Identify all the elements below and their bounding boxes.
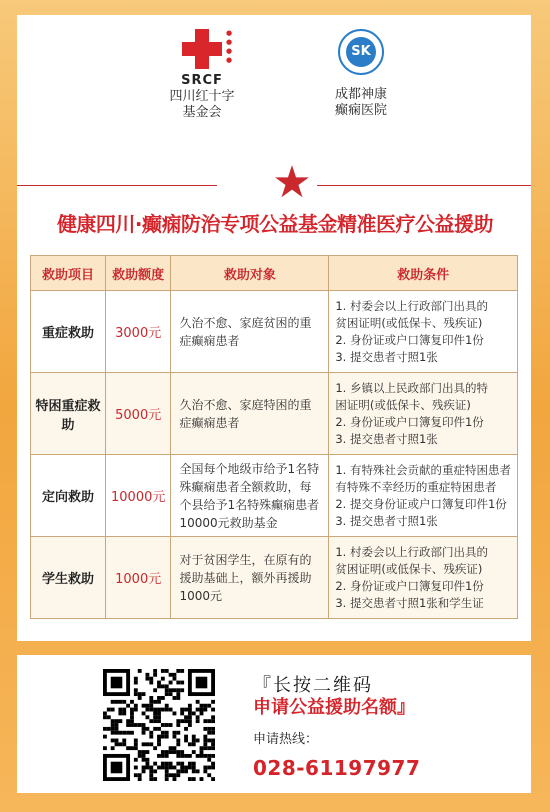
sk-badge-icon: SK [338, 29, 384, 75]
hotline-number[interactable]: 028-61197977 [253, 756, 421, 780]
condition-line: 3. 提交患者寸照1张和学生证 [335, 595, 484, 610]
srcf-name-line2: 基金会 [182, 105, 222, 120]
star-icon: ★ [272, 157, 312, 208]
header-amount: 救助额度 [105, 256, 171, 291]
row-project: 定向救助 [31, 455, 106, 537]
row-conditions [329, 455, 518, 537]
condition-line: 2. 身份证或户口簿复印件1份 [335, 414, 484, 429]
divider-right [317, 185, 531, 186]
aid-table [30, 255, 518, 619]
row-project: 重症救助 [31, 291, 106, 373]
contact-card [17, 655, 531, 793]
table-row [31, 537, 518, 619]
row-project: 特困重症救助 [31, 373, 106, 455]
condition-line: 贫困证明(或低保卡、残疾证) [335, 315, 483, 330]
condition-line: 3. 提交患者寸照1张 [335, 349, 438, 364]
table-row [31, 455, 518, 537]
row-target: 久治不愈、家庭贫困的重症癫痫患者 [171, 291, 329, 373]
qr-call-to-action-2: 申请公益援助名额』 [253, 697, 415, 718]
row-conditions [329, 373, 518, 455]
row-target: 对于贫困学生，在原有的援助基础上，额外再援助1000元 [171, 537, 329, 619]
qr-code-icon[interactable] [103, 669, 215, 781]
table-row [31, 291, 518, 373]
condition-line: 3. 提交患者寸照1张 [335, 431, 438, 446]
srcf-code: SRCF [181, 73, 223, 88]
row-amount: 10000元 [105, 455, 171, 537]
row-target: 全国每个地级市给予1名特殊癫痫患者全额救助，每个县给予1名特殊癫痫患者10000元救助基金 [171, 455, 329, 537]
condition-line: 2. 提交身份证或户口簿复印件1份 [335, 496, 507, 511]
header-conditions: 救助条件 [329, 256, 518, 291]
table-header-row [31, 256, 518, 291]
row-target: 久治不愈、家庭特困的重症癫痫患者 [171, 373, 329, 455]
header-project: 救助项目 [31, 256, 106, 291]
row-project: 学生救助 [31, 537, 106, 619]
header-target: 救助对象 [171, 256, 329, 291]
sk-hospital-logo [306, 29, 416, 119]
condition-line: 3. 提交患者寸照1张 [335, 513, 438, 528]
sk-name-line1: 成都神康 [334, 87, 387, 102]
hotline-label: 申请热线： [253, 732, 319, 747]
srcf-name-line1: 四川红十字 [169, 89, 235, 104]
condition-line: 2. 身份证或户口簿复印件1份 [335, 578, 484, 593]
row-conditions [329, 537, 518, 619]
row-amount: 1000元 [105, 537, 171, 619]
condition-line: 贫困证明(或低保卡、残疾证) [335, 561, 483, 576]
condition-line: 1. 有特殊社会贡献的重症特困患者 [335, 462, 511, 477]
condition-line: 1. 村委会以上行政部门出具的 [335, 298, 488, 313]
red-cross-icon: ● ● ● ● [182, 29, 222, 69]
srcf-logo [147, 29, 257, 121]
contact-text [253, 675, 420, 779]
condition-line: 有特殊不幸经历的重症特困患者 [335, 479, 497, 494]
condition-line: 2. 身份证或户口簿复印件1份 [335, 332, 484, 347]
qr-call-to-action: 『长按二维码 [253, 675, 373, 696]
page-title: 健康四川·癫痫防治专项公益基金精准医疗公益援助 [56, 212, 494, 236]
row-amount: 3000元 [105, 291, 171, 373]
table-row [31, 373, 518, 455]
condition-line: 困证明(或低保卡、残疾证) [335, 397, 471, 412]
row-amount: 5000元 [105, 373, 171, 455]
condition-line: 1. 村委会以上行政部门出具的 [335, 544, 488, 559]
row-conditions [329, 291, 518, 373]
condition-line: 1. 乡镇以上民政部门出具的特 [335, 380, 488, 395]
sk-name-line2: 癫痫医院 [334, 103, 387, 118]
divider-left [17, 185, 217, 186]
